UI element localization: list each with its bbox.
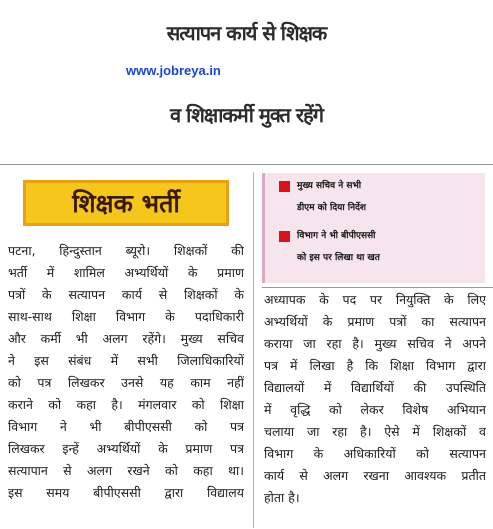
article-line: अभ्यर्थियों के प्रमाण पत्रों का सत्यापन	[264, 314, 486, 329]
bullet-square-icon	[279, 231, 290, 242]
highlights-divider	[262, 287, 493, 288]
highlight-line: को इस पर लिखा था खत	[297, 253, 380, 263]
headline-line-1: सत्यापन कार्य से शिक्षक	[166, 21, 327, 45]
article-line: भर्ती में शामिल अभ्यर्थियों के प्रमाण	[8, 265, 244, 280]
article-line: विभाग ने भी बीपीएससी को पत्र	[8, 419, 244, 434]
article-line: में वृद्धि को लेकर विशेष अभियान	[264, 402, 486, 417]
article-line: चलाया जा रहा है। ऐसे में शिक्षकों व	[264, 424, 486, 439]
article-line: होता है।	[264, 490, 300, 505]
highlight-line: मुख्य सचिव ने सभी	[297, 181, 362, 191]
highlight-item	[279, 225, 481, 269]
highlights-box	[262, 173, 485, 283]
article-column-left	[8, 240, 244, 504]
article-line: कार्य से अलग रखना आवश्यक प्रतीत	[264, 468, 486, 483]
highlight-item	[279, 175, 481, 219]
article-line: कराया जा रहा है। मुख्य सचिव ने अपने	[264, 336, 486, 351]
article-line: साथ-साथ शिक्षा विभाग के पदाधिकारी	[8, 309, 244, 324]
article-line: विद्यालयों में विद्यार्थियों की उपस्थिति	[264, 380, 486, 395]
watermark-url: www.jobreya.in	[126, 63, 221, 78]
article-line: विभाग के अधिकारियों को सत्यापन	[264, 446, 486, 461]
article-line: लिखकर इन्हें अभ्यर्थियों के प्रमाण पत्र	[8, 441, 244, 456]
section-label	[23, 180, 229, 226]
article-line: को पत्र लिखकर उनसे यह काम नहीं	[8, 375, 244, 390]
article-line: पत्र में लिखा है कि शिक्षा विभाग द्वारा	[264, 358, 486, 373]
article-line: कराने को कहा है। मंगलवार को शिक्षा	[8, 397, 244, 412]
column-divider	[253, 172, 254, 528]
article-line: पत्रों के सत्यापन कार्य से शिक्षकों के	[8, 287, 244, 302]
article-line: और कर्मी भी अलग रहेंगे। मुख्य सचिव	[8, 331, 244, 346]
article-line: इस समय बीपीएससी द्वारा विद्यालय	[8, 485, 244, 500]
highlight-line: विभाग ने भी बीपीएससी	[297, 231, 376, 241]
highlight-line: डीएम को दिया निर्देश	[297, 203, 367, 213]
article-line: अध्यापक के पद पर नियुक्ति के लिए	[264, 292, 486, 307]
top-divider	[0, 164, 493, 165]
section-label-text: शिक्षक भर्ती	[72, 189, 180, 218]
article-line: पटना, हिन्दुस्तान ब्यूरो। शिक्षकों की	[8, 243, 244, 258]
article-line: ने इस संबंध में सभी जिलाधिकारियों	[8, 353, 244, 368]
bullet-square-icon	[279, 181, 290, 192]
headline-line-2: व शिक्षाकर्मी मुक्त रहेंगे	[170, 103, 323, 127]
article-column-right	[264, 289, 486, 509]
article-line: सत्यापान से अलग रखने को कहा था।	[8, 463, 244, 478]
